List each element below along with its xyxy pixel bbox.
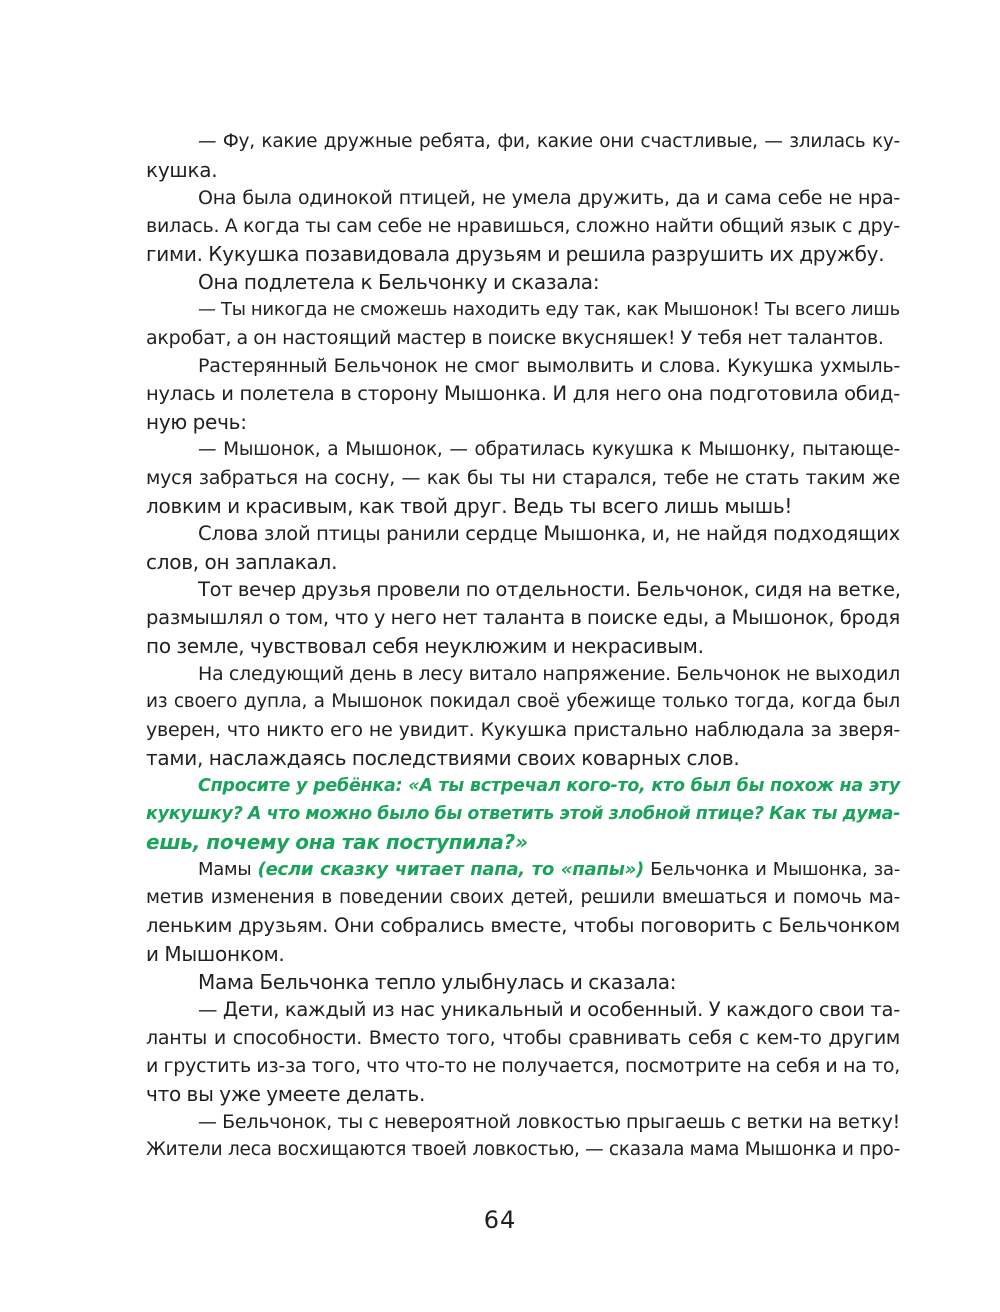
- story-text: [146, 128, 900, 1164]
- page-number: 64: [483, 1206, 517, 1234]
- text-line: Тот вечер друзья провели по отдельности. Бельчонок, сидя на ветке,: [198, 578, 901, 601]
- text-line: что вы уже умеете делать.: [146, 1082, 426, 1106]
- text-line: — Ты никогда не сможешь находить еду так, как Мышонок! Ты всего лишь: [198, 299, 900, 320]
- text-line: размышлял о том, что у него нет таланта в поиске еды, а Мышонок, бродя: [146, 606, 900, 629]
- text-line: ланты и способности. Вместо того, чтобы сравнивать себя с кем-то другим: [146, 1027, 900, 1049]
- text-line: и грустить из-за того, что что-то не получается, посмотрите на себя и на то,: [146, 1055, 900, 1077]
- text-line: Мама Бельчонка тепло улыбнулась и сказала:: [198, 970, 677, 994]
- text-line: — Фу, какие дружные ребята, фи, какие они счастливые, — злилась ку-: [198, 131, 900, 152]
- text-line: На следующий день в лесу витало напряжение. Бельчонок не выходил: [198, 663, 900, 685]
- question-prompt-line: ешь, почему она так поступила?»: [146, 830, 528, 854]
- text-line: — Дети, каждый из нас уникальный и особенный. У каждого свои та-: [198, 998, 900, 1021]
- text-line: нулась и полетела в сторону Мышонка. И для него она подготовила обид-: [146, 382, 900, 405]
- question-prompt-line: Спросите у ребёнка: «А ты встречал кого-то, кто был бы похож на эту: [198, 776, 900, 796]
- text-line: ную речь:: [146, 410, 247, 434]
- text-fragment: Мамы: [198, 859, 258, 880]
- text-line: [146, 856, 900, 884]
- text-line: Она подлетела к Бельчонку и сказала:: [198, 270, 600, 294]
- text-line: ловким и красивым, как твой друг. Ведь ты всего лишь мышь!: [146, 494, 793, 518]
- text-line: акробат, а он настоящий мастер в поиске вкусняшек! У тебя нет талантов.: [146, 327, 884, 349]
- text-line: кушка.: [146, 158, 218, 182]
- text-line: гими. Кукушка позавидовала друзьям и решила разрушить их дружбу.: [146, 242, 885, 266]
- text-line: тами, наслаждаясь последствиями своих коварных слов.: [146, 746, 740, 770]
- text-line: Жители леса восхищаются твоей ловкостью, — сказала мама Мышонка и про-: [146, 1139, 900, 1160]
- text-line: Она была одинокой птицей, не умела дружить, да и сама себе не нра-: [198, 187, 900, 209]
- text-fragment: Бельчонка и Мышонка, за-: [644, 859, 901, 880]
- text-line: вилась. А когда ты сам себе не нравишься, сложно найти общий язык с дру-: [146, 215, 900, 237]
- text-line: — Мышонок, а Мышонок, — обратилась кукушка к Мышонку, пытающе-: [198, 439, 900, 460]
- parent-note: (если сказку читает папа, то «папы»): [257, 859, 645, 880]
- text-line: муся забраться на сосну, — как бы ты ни старался, тебе не стать таким же: [146, 467, 900, 489]
- text-line: Слова злой птицы ранили сердце Мышонка, и, не найдя подходящих: [198, 522, 900, 545]
- text-line: — Бельчонок, ты с невероятной ловкостью прыгаешь с ветки на ветку!: [198, 1111, 900, 1133]
- text-line: Растерянный Бельчонок не смог вымолвить и слова. Кукушка ухмыль-: [198, 355, 900, 377]
- text-line: леньким друзьям. Они собрались вместе, чтобы поговорить с Бельчонком: [146, 914, 900, 937]
- text-line: уверен, что никто его не увидит. Кукушка пристально наблюдала за зверя-: [146, 719, 900, 741]
- text-line: слов, он заплакал.: [146, 550, 338, 574]
- question-prompt-line: кукушку? А что можно было бы ответить этой злобной птице? Как ты дума-: [146, 804, 901, 824]
- text-line: по земле, чувствовал себя неуклюжим и некрасивым.: [146, 634, 704, 658]
- text-line: метив изменения в поведении своих детей, решили вмешаться и помочь ма-: [146, 887, 900, 908]
- text-line: из своего дупла, а Мышонок покидал своё убежище только тогда, когда был: [146, 691, 900, 712]
- text-line: и Мышонком.: [146, 942, 285, 966]
